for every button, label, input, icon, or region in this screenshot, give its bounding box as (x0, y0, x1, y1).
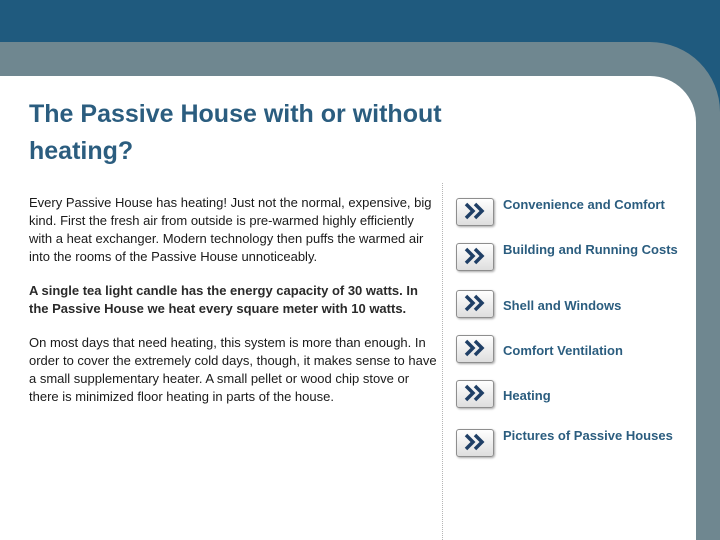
paragraph-tea-light: A single tea light candle has the energy capacity of 30 watts. In the Passive House we heat every square meter with 10 watts. (29, 283, 418, 316)
paragraph-supplementary-heater: On most days that need heating, this system is more than enough. In order to cover the extremely cold days, though, it makes sense to have a small supplementary heater. A small pellet or wood chip stove or there is minimized floor heating in parts of the house. (29, 335, 437, 404)
divider (442, 183, 443, 540)
nav-item-comfort-ventilation[interactable] (456, 333, 696, 369)
double-chevron-right-icon[interactable] (456, 380, 494, 408)
nav-item-label: Pictures of Passive Houses (503, 428, 673, 443)
double-chevron-right-icon[interactable] (456, 243, 494, 271)
nav-item-label: Comfort Ventilation (503, 343, 623, 358)
paragraph-heating-intro: Every Passive House has heating! Just not the normal, expensive, big kind. First the fresh air from outside is pre-warmed highly efficiently with a heat exchanger. Modern technology then puffs the warmed air into the rooms of the Passive House unnoticeably. (29, 195, 432, 264)
nav-item-label: Convenience and Comfort (503, 197, 665, 212)
nav-item-convenience-comfort[interactable] (456, 196, 696, 232)
nav-item-label: Heating (503, 388, 551, 403)
double-chevron-right-icon[interactable] (456, 429, 494, 457)
nav-item-heating[interactable] (456, 378, 696, 414)
body-text (29, 194, 439, 422)
nav-item-building-running-costs[interactable] (456, 241, 696, 277)
nav-item-label: Shell and Windows (503, 298, 622, 313)
page-title: The Passive House with or without heating? (29, 100, 442, 165)
nav-item-pictures-passive-houses[interactable] (456, 427, 696, 463)
nav-item-shell-windows[interactable] (456, 288, 696, 324)
double-chevron-right-icon[interactable] (456, 198, 494, 226)
nav-item-label: Building and Running Costs (503, 242, 678, 257)
double-chevron-right-icon[interactable] (456, 290, 494, 318)
double-chevron-right-icon[interactable] (456, 335, 494, 363)
